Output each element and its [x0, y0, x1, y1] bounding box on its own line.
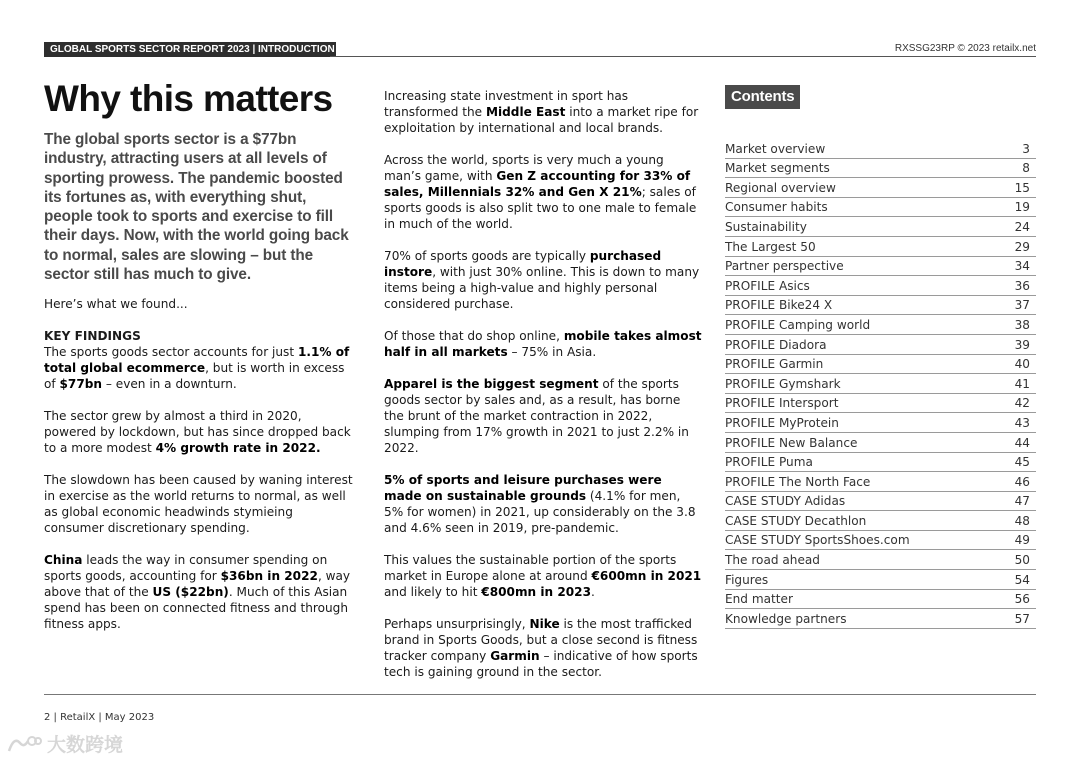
toc-item-page: 15: [1014, 180, 1030, 195]
toc-item-page: 34: [1014, 259, 1030, 274]
watermark-logo-icon: [6, 733, 42, 755]
toc-item-page: 8: [1022, 161, 1030, 176]
watermark-text: 大数跨境: [47, 734, 124, 756]
toc-item[interactable]: [725, 591, 1036, 610]
text-run: , but is worth in excess of: [44, 361, 345, 391]
bold-run: $77bn: [59, 377, 103, 391]
toc-item[interactable]: [725, 179, 1036, 198]
finding-slowdown: The slowdown has been caused by waning interest in exercise as the world returns to normal, as well as global economic headwinds stymieing consumer discretionary spending.: [44, 473, 353, 535]
toc-item-page: 38: [1014, 317, 1030, 332]
toc-item-page: 57: [1014, 611, 1030, 626]
toc-item-page: 49: [1014, 533, 1030, 548]
toc-item-label: Consumer habits: [725, 200, 828, 215]
bold-run: €600mn in 2021: [591, 569, 702, 583]
toc-item-label: PROFILE Gymshark: [725, 376, 841, 391]
toc-item[interactable]: [725, 140, 1036, 159]
text-run: ; sales of sports goods is also split two to one male to female in much of the world.: [384, 185, 697, 231]
toc-item[interactable]: [725, 610, 1036, 629]
bold-run: Nike: [529, 617, 560, 631]
text-run: of the sports goods sector by sales and, as a result, has borne the brunt of the market contraction in 2022, slumping from 17% growth in 2021 to just 2.2% in 2022.: [384, 377, 689, 455]
bold-run: mobile takes almost half in all markets: [384, 329, 702, 359]
page-title: Why this matters: [44, 78, 333, 119]
toc-item-page: 43: [1014, 415, 1030, 430]
toc-item-label: The road ahead: [725, 553, 820, 568]
found-text: Here’s what we found...: [44, 297, 188, 311]
toc-item[interactable]: [725, 512, 1036, 531]
finding-china: [44, 552, 356, 632]
toc-item-label: PROFILE Bike24 X: [725, 298, 833, 313]
bold-run: Garmin: [490, 649, 540, 663]
text-run: The sector grew by almost a third in 2020, powered by lockdown, but has since dropped back to a more modest: [44, 409, 351, 455]
toc-item-label: PROFILE MyProtein: [725, 415, 839, 430]
toc-item-page: 48: [1014, 513, 1030, 528]
finding-growth: [44, 408, 356, 456]
text-run: , with just 30% online. This is down to many items being a high-value and highly personal considered purchase.: [384, 265, 700, 311]
toc-item[interactable]: [725, 395, 1036, 414]
text-run: Across the world, sports is very much a young man’s game, with: [384, 153, 664, 183]
text-run: This values the sustainable portion of the sports market in Europe alone at around: [384, 553, 677, 583]
page-footer: 2 | RetailX | May 2023: [44, 712, 155, 723]
middle-column: [384, 88, 702, 696]
toc-item[interactable]: [725, 493, 1036, 512]
finding-sustainable: [384, 472, 702, 536]
left-column: [44, 296, 356, 648]
text-run: and likely to hit: [384, 585, 482, 599]
bold-run: $36bn in 2022: [220, 569, 318, 583]
toc-item[interactable]: [725, 258, 1036, 277]
toc-item[interactable]: [725, 375, 1036, 394]
toc-item[interactable]: [725, 297, 1036, 316]
finding-generations: [384, 152, 702, 232]
toc-item-page: 45: [1014, 455, 1030, 470]
toc-item[interactable]: [725, 277, 1036, 296]
toc-item-label: The Largest 50: [725, 239, 816, 254]
toc-item-page: 36: [1014, 278, 1030, 293]
text-run: Of those that do shop online,: [384, 329, 564, 343]
text-run: into a market ripe for exploitation by international and local brands.: [384, 105, 699, 135]
toc-item[interactable]: [725, 199, 1036, 218]
finding-europe-value: [384, 552, 702, 600]
bold-run: Apparel is the biggest segment: [384, 377, 599, 391]
text-run: – 75% in Asia.: [507, 345, 597, 359]
text-run: – indicative of how sports tech is gaining ground in the sector.: [384, 649, 698, 679]
toc-item[interactable]: [725, 571, 1036, 590]
toc-item-label: End matter: [725, 592, 793, 607]
toc-item[interactable]: [725, 454, 1036, 473]
toc-item-page: 42: [1014, 396, 1030, 411]
finding-mobile: [384, 328, 702, 360]
finding-apparel: [384, 376, 702, 456]
text-run: 70% of sports goods are typically: [384, 249, 590, 263]
watermark: [6, 730, 123, 757]
contents-heading: Contents: [725, 85, 800, 109]
key-findings-heading: KEY FINDINGS: [44, 329, 141, 343]
finding-nike-garmin: [384, 616, 702, 680]
toc-item[interactable]: [725, 218, 1036, 237]
toc-item-label: PROFILE Garmin: [725, 357, 824, 372]
toc-item-label: CASE STUDY Decathlon: [725, 513, 867, 528]
toc-item-page: 47: [1014, 494, 1030, 509]
toc-item-label: Sustainability: [725, 219, 807, 234]
toc-item[interactable]: [725, 160, 1036, 179]
toc-item-page: 3: [1022, 141, 1030, 156]
toc-item-page: 39: [1014, 337, 1030, 352]
toc-item-label: PROFILE The North Face: [725, 474, 871, 489]
bold-run: 4% growth rate in 2022.: [155, 441, 321, 455]
toc-item-page: 29: [1014, 239, 1030, 254]
text-run: – even in a downturn.: [102, 377, 237, 391]
finding-instore: [384, 248, 702, 312]
toc-item-label: Market segments: [725, 161, 830, 176]
table-of-contents: [725, 140, 1036, 630]
toc-item-label: Market overview: [725, 141, 826, 156]
bold-run: 5% of sports and leisure purchases were made on sustainable grounds: [384, 473, 662, 503]
text-run: . Much of this Asian spend has been on connected fitness and through fitness apps.: [44, 585, 348, 631]
toc-item-page: 24: [1014, 219, 1030, 234]
bold-run: €800mn in 2023: [481, 585, 592, 599]
toc-item[interactable]: [725, 532, 1036, 551]
bold-run: US ($22bn): [152, 585, 229, 599]
toc-item-label: PROFILE Asics: [725, 278, 810, 293]
toc-item[interactable]: [725, 336, 1036, 355]
text-run: leads the way in consumer spending on sports goods, accounting for: [44, 553, 328, 583]
bold-run: Middle East: [485, 105, 566, 119]
footer-rule: [44, 694, 1036, 695]
toc-item-label: Figures: [725, 572, 769, 587]
toc-item[interactable]: [725, 356, 1036, 375]
toc-item-label: PROFILE Camping world: [725, 317, 871, 332]
toc-item-label: Regional overview: [725, 180, 836, 195]
text-run: Increasing state investment in sport has transformed the: [384, 89, 629, 119]
toc-item-page: 40: [1014, 357, 1030, 372]
bold-run: Gen Z accounting for 33% of sales, Millennials 32% and Gen X 21%: [384, 169, 691, 199]
text-run: is the most trafficked brand in Sports Goods, but a close second is fitness tracker company: [384, 617, 698, 663]
toc-item-label: Knowledge partners: [725, 611, 847, 626]
toc-item-label: CASE STUDY Adidas: [725, 494, 846, 509]
intro-paragraph: The global sports sector is a $77bn industry, attracting users at all levels of sporting prowess. The pandemic boosted its fortunes as, with everything shut, people took to sports and exercise to fill their days. Now, with the world going back to normal, sales are slowing – but the sector still has much to give.: [44, 131, 349, 284]
toc-item-page: 44: [1014, 435, 1030, 450]
toc-item-page: 54: [1014, 572, 1030, 587]
toc-item[interactable]: [725, 551, 1036, 570]
finding-sector-share: [44, 328, 356, 392]
text-run: , way above that of the: [44, 569, 351, 599]
toc-item-label: Partner perspective: [725, 259, 844, 274]
bold-run: purchased instore: [384, 249, 662, 279]
bold-run: 1.1% of total global ecommerce: [44, 345, 350, 375]
toc-item[interactable]: [725, 316, 1036, 335]
toc-item[interactable]: [725, 473, 1036, 492]
toc-item[interactable]: [725, 238, 1036, 257]
toc-item-label: CASE STUDY SportsShoes.com: [725, 533, 910, 548]
section-header-label: GLOBAL SPORTS SECTOR REPORT 2023 | INTRODUCTION: [44, 42, 336, 57]
toc-item-label: PROFILE Diadora: [725, 337, 827, 352]
toc-item-page: 56: [1014, 592, 1030, 607]
toc-item-page: 46: [1014, 474, 1030, 489]
bold-run: China: [44, 553, 83, 567]
toc-item-page: 41: [1014, 376, 1030, 391]
text-run: Perhaps unsurprisingly,: [384, 617, 530, 631]
toc-item-page: 37: [1014, 298, 1030, 313]
text-run: The sports goods sector accounts for just: [44, 345, 298, 359]
toc-item-page: 19: [1014, 200, 1030, 215]
text-run: (4.1% for men, 5% for women) in 2021, up considerably on the 3.8 and 4.6% seen in 2019, pre-pandemic.: [384, 489, 696, 535]
header-rule: [330, 56, 1036, 57]
toc-item[interactable]: [725, 434, 1036, 453]
toc-item-label: PROFILE Puma: [725, 455, 813, 470]
toc-item[interactable]: [725, 414, 1036, 433]
toc-item-page: 50: [1014, 553, 1030, 568]
finding-middle-east: [384, 88, 702, 136]
text-run: .: [591, 585, 595, 599]
toc-item-label: PROFILE New Balance: [725, 435, 858, 450]
report-code: RXSSG23RP © 2023 retailx.net: [894, 43, 1036, 54]
toc-item-label: PROFILE Intersport: [725, 396, 839, 411]
